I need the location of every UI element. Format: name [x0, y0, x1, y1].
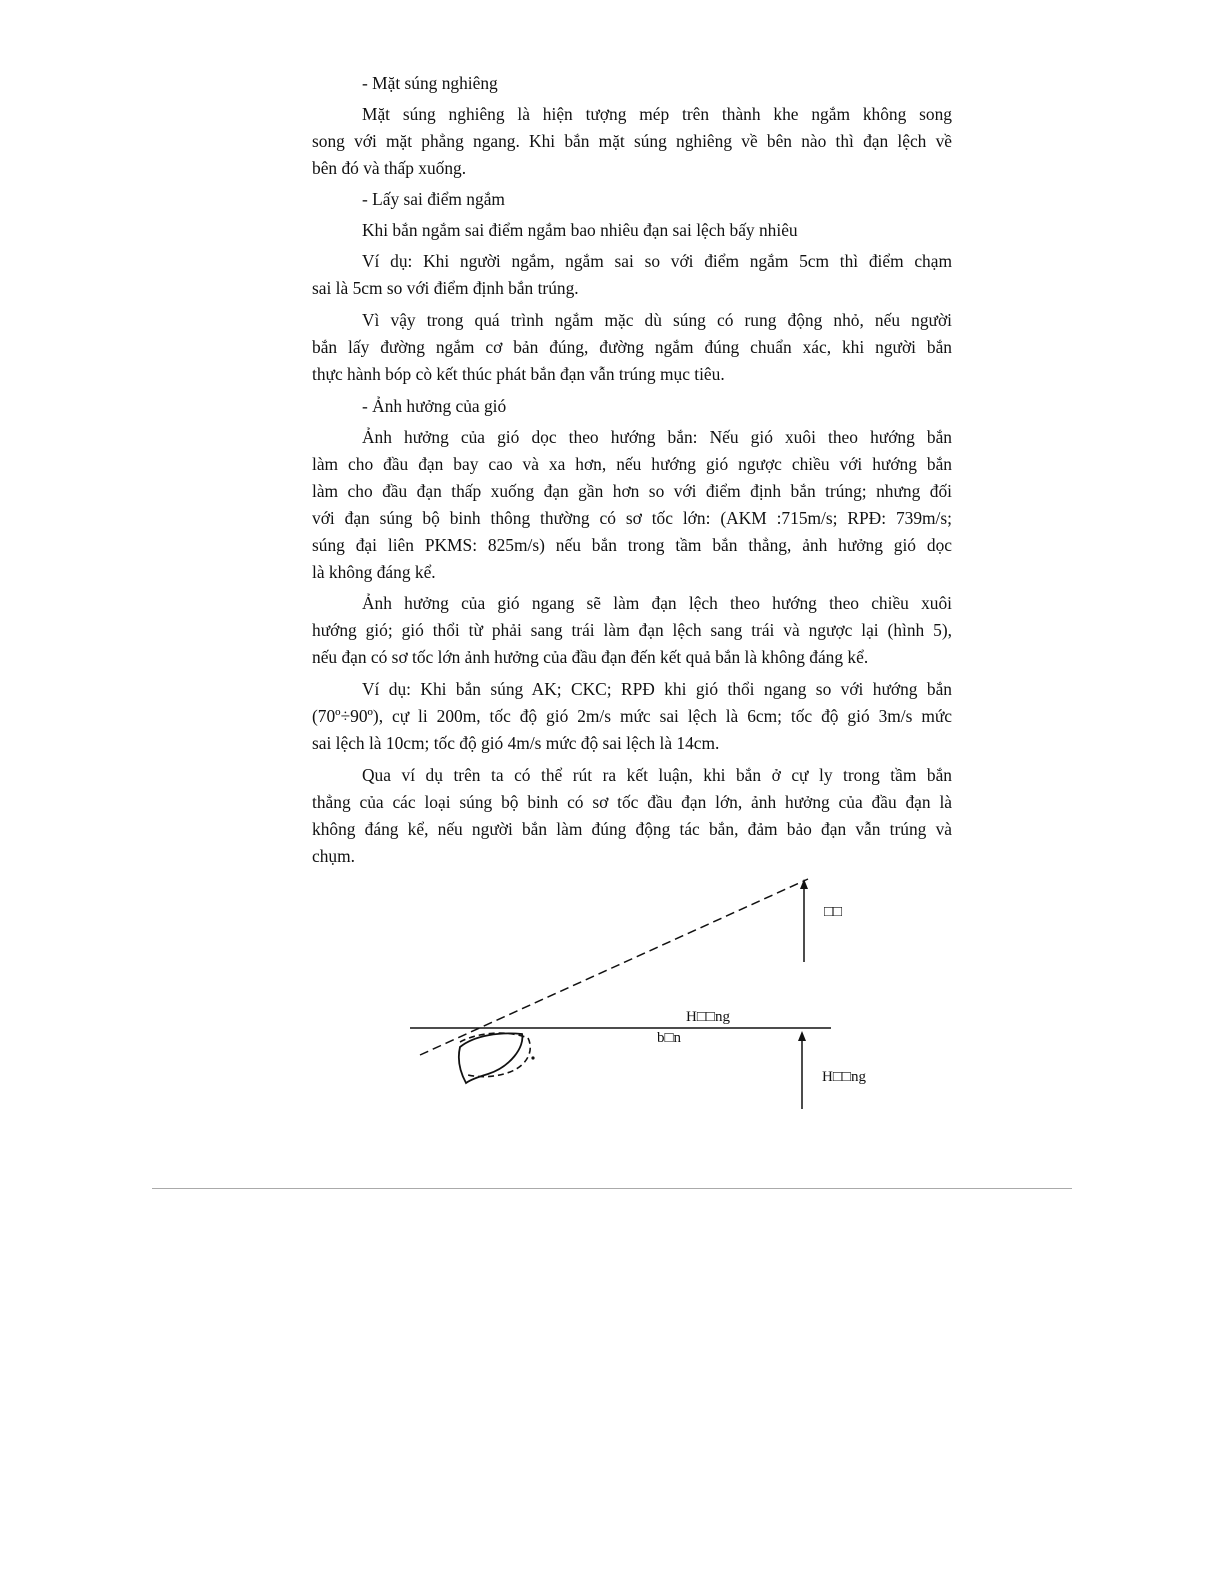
wind-deflection-figure — [400, 872, 900, 1122]
paragraph-line: thực hành bóp cò kết thúc phát bắn đạn vẫn trúng mục tiêu. — [312, 364, 725, 384]
paragraph-line: sai là 5cm so với điểm định bắn trúng. — [312, 278, 579, 298]
paragraph-line: song với mặt phẳng ngang. Khi bắn mặt súng nghiêng về bên nào thì đạn lệch về — [312, 131, 952, 151]
paragraph-line: nếu đạn có sơ tốc lớn ảnh hưởng của đầu đạn đến kết quả bắn là không đáng kể. — [312, 647, 869, 667]
paragraph-line: làm cho đầu đạn thấp xuống đạn gần hơn so với điểm định bắn trúng; nhưng đối — [312, 481, 952, 501]
label-top-right: □□ — [824, 904, 843, 920]
paragraph-line: là không đáng kể. — [312, 562, 436, 582]
paragraph-line: Ví dụ: Khi người ngắm, ngắm sai so với điểm ngắm 5cm thì điểm chạm — [362, 251, 952, 271]
paragraph-line: làm cho đầu đạn bay cao và xa hơn, nếu hướng gió ngược chiều với hướng bắn — [312, 454, 952, 474]
paragraph-line: bên đó và thấp xuống. — [312, 158, 467, 178]
paragraph-line: Ví dụ: Khi bắn súng AK; CKC; RPĐ khi gió thổi ngang so với hướng bắn — [362, 679, 952, 699]
paragraph-line: với đạn súng bộ binh thông thường có sơ tốc lớn: (AKM :715m/s; RPĐ: 739m/s; — [312, 508, 952, 528]
dot-mark — [531, 1056, 534, 1059]
paragraph-line: (70º÷90º), cự li 200m, tốc độ gió 2m/s mức sai lệch là 6cm; tốc độ gió 3m/s mức — [312, 706, 952, 726]
heading-mat-sung-nghieng: - Mặt súng nghiêng — [362, 73, 498, 93]
paragraph-line: Ảnh hưởng của gió dọc theo hướng bắn: Nếu gió xuôi theo hướng bắn — [362, 427, 952, 447]
label-bottom-right: H□□ng — [822, 1069, 866, 1085]
paragraph-line: súng đại liên PKMS: 825m/s) nếu bắn trong tầm bắn thẳng, ảnh hưởng gió dọc — [312, 535, 952, 555]
paragraph-line: Khi bắn ngắm sai điểm ngắm bao nhiêu đạn sai lệch bấy nhiêu — [362, 220, 798, 240]
upper-arrow-head — [800, 879, 808, 889]
paragraph-line: thẳng của các loại súng bộ binh có sơ tốc đầu đạn lớn, ảnh hưởng của đầu đạn là — [312, 792, 952, 812]
paragraph-line: Ảnh hưởng của gió ngang sẽ làm đạn lệch theo hướng theo chiều xuôi — [362, 593, 952, 613]
paragraph-line: chụm. — [312, 846, 355, 866]
paragraph-line: bắn lấy đường ngắm cơ bản đúng, đường ngắm đúng chuẩn xác, khi người bắn — [312, 337, 952, 357]
paragraph-line: Vì vậy trong quá trình ngắm mặc dù súng có rung động nhỏ, nếu người — [362, 310, 952, 330]
paragraph-line: sai lệch là 10cm; tốc độ gió 4m/s mức độ sai lệch là 14cm. — [312, 733, 720, 753]
heading-lay-sai-diem-ngam: - Lấy sai điểm ngắm — [362, 189, 505, 209]
paragraph-line: hướng gió; gió thổi từ phải sang trái làm đạn lệch sang trái và ngược lại (hình 5), — [312, 620, 952, 640]
label-center-line2: b□n — [657, 1030, 682, 1046]
lower-arrow-head — [798, 1031, 806, 1041]
boat-shape-dashed — [460, 1033, 530, 1077]
paragraph-line: Mặt súng nghiêng là hiện tượng mép trên thành khe ngắm không song — [362, 104, 952, 124]
paragraph-line: Qua ví dụ trên ta có thể rút ra kết luận, khi bắn ở cự ly trong tầm bắn — [362, 765, 952, 785]
label-center-line1: H□□ng — [686, 1009, 730, 1025]
paragraph-line: không đáng kể, nếu người bắn làm đúng động tác bắn, đảm bảo đạn vẫn trúng và — [312, 819, 952, 839]
heading-anh-huong-cua-gio: - Ảnh hưởng của gió — [362, 396, 507, 416]
page-divider — [152, 1188, 1072, 1189]
